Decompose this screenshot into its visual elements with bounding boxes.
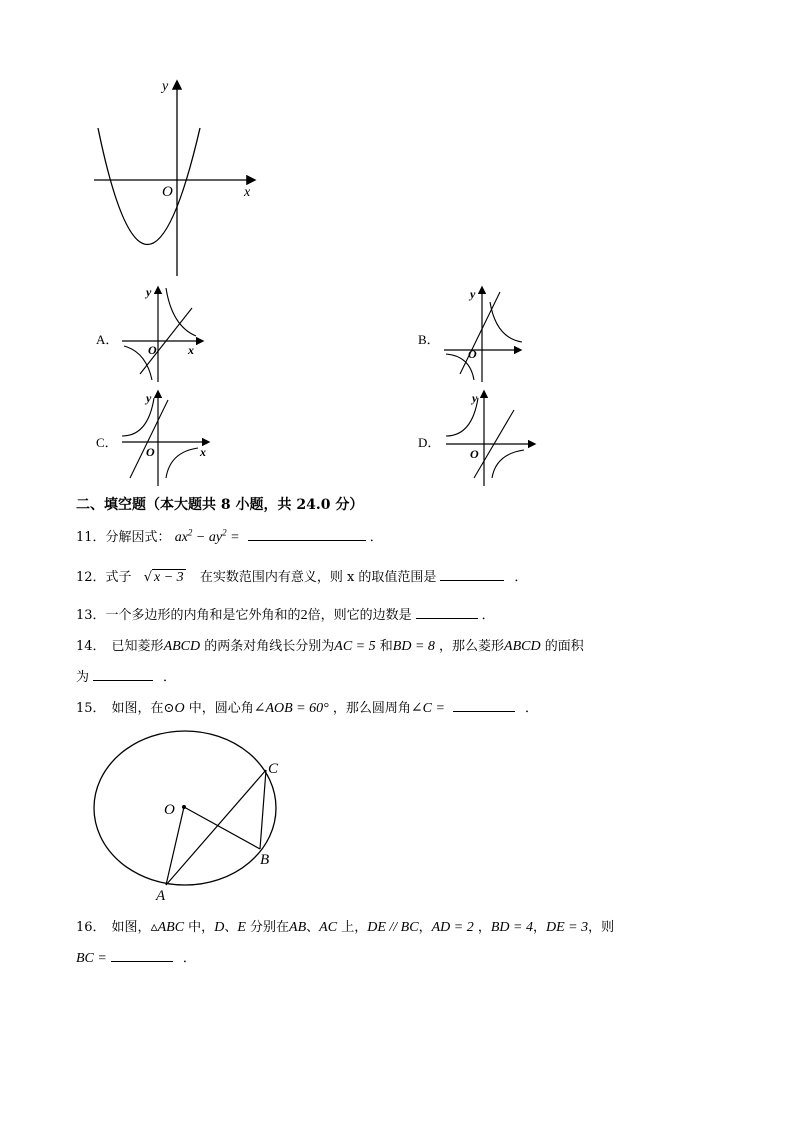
svg-text:O: O bbox=[470, 447, 479, 461]
svg-text:x: x bbox=[200, 445, 206, 459]
svg-text:y: y bbox=[470, 287, 476, 301]
label-o: O bbox=[164, 802, 175, 818]
label-b: B bbox=[260, 852, 270, 868]
option-a-graph bbox=[118, 282, 208, 382]
question-16: 16． 如图，▵ABC 中，D、E 分别在AB、AC 上，DE // BC，AD = 2 ，BD = 4，DE = 3，则 bbox=[76, 920, 615, 935]
answer-blank-11[interactable] bbox=[248, 528, 366, 541]
origin-label: O bbox=[162, 184, 173, 200]
option-b-graph bbox=[440, 282, 530, 382]
svg-text:O: O bbox=[146, 445, 155, 459]
hyperbola-upper bbox=[166, 288, 196, 336]
parabola-graph bbox=[88, 76, 268, 282]
svg-text:x: x bbox=[188, 343, 194, 357]
answer-blank-13[interactable] bbox=[416, 606, 478, 619]
question-13: 13．一个多边形的内角和是它外角和的2倍，则它的边数是 ． bbox=[76, 608, 495, 623]
question-14-line2: 为 ． bbox=[76, 670, 177, 685]
label-a: A bbox=[156, 888, 166, 904]
svg-text:y: y bbox=[472, 391, 478, 405]
question-16-line2: BC = ． bbox=[76, 951, 196, 966]
option-a-label: A． bbox=[96, 332, 119, 347]
option-c-graph bbox=[118, 386, 214, 486]
label-c: C bbox=[268, 761, 279, 777]
answer-blank-14[interactable] bbox=[93, 668, 153, 681]
question-11: 11．分解因式： $ax^2 - ay^2$ = ． bbox=[76, 527, 383, 545]
answer-blank-12[interactable] bbox=[440, 568, 504, 581]
answer-blank-16[interactable] bbox=[111, 949, 173, 962]
question-14: 14． 已知菱形ABCD 的两条对角线长分别为AC = 5 和BD = 8 ，那么菱形ABCD 的面积 bbox=[76, 639, 584, 654]
svg-text:O: O bbox=[468, 347, 477, 361]
section-title: 二、填空题（本大题共 8 小题，共 24.0 分） bbox=[76, 497, 364, 513]
y-label: y bbox=[162, 79, 169, 94]
answer-blank-15[interactable] bbox=[453, 699, 515, 712]
svg-text:y: y bbox=[146, 285, 152, 299]
parabola-curve bbox=[98, 128, 200, 245]
question-15: 15． 如图，在⊙O 中，圆心角∠AOB = 60° ，那么圆周角∠C = ． bbox=[76, 701, 539, 716]
option-b-label: B． bbox=[418, 332, 440, 347]
circle-figure bbox=[88, 728, 298, 906]
x-label: x bbox=[244, 185, 251, 200]
option-d-label: D． bbox=[418, 435, 441, 450]
option-c-label: C． bbox=[96, 435, 118, 450]
svg-text:O: O bbox=[148, 343, 157, 357]
option-d-graph bbox=[440, 386, 540, 486]
question-12: 12．式子 √ x − 3 在实数范围内有意义，则 x 的取值范围是 ． bbox=[76, 570, 528, 585]
svg-text:y: y bbox=[146, 391, 152, 405]
